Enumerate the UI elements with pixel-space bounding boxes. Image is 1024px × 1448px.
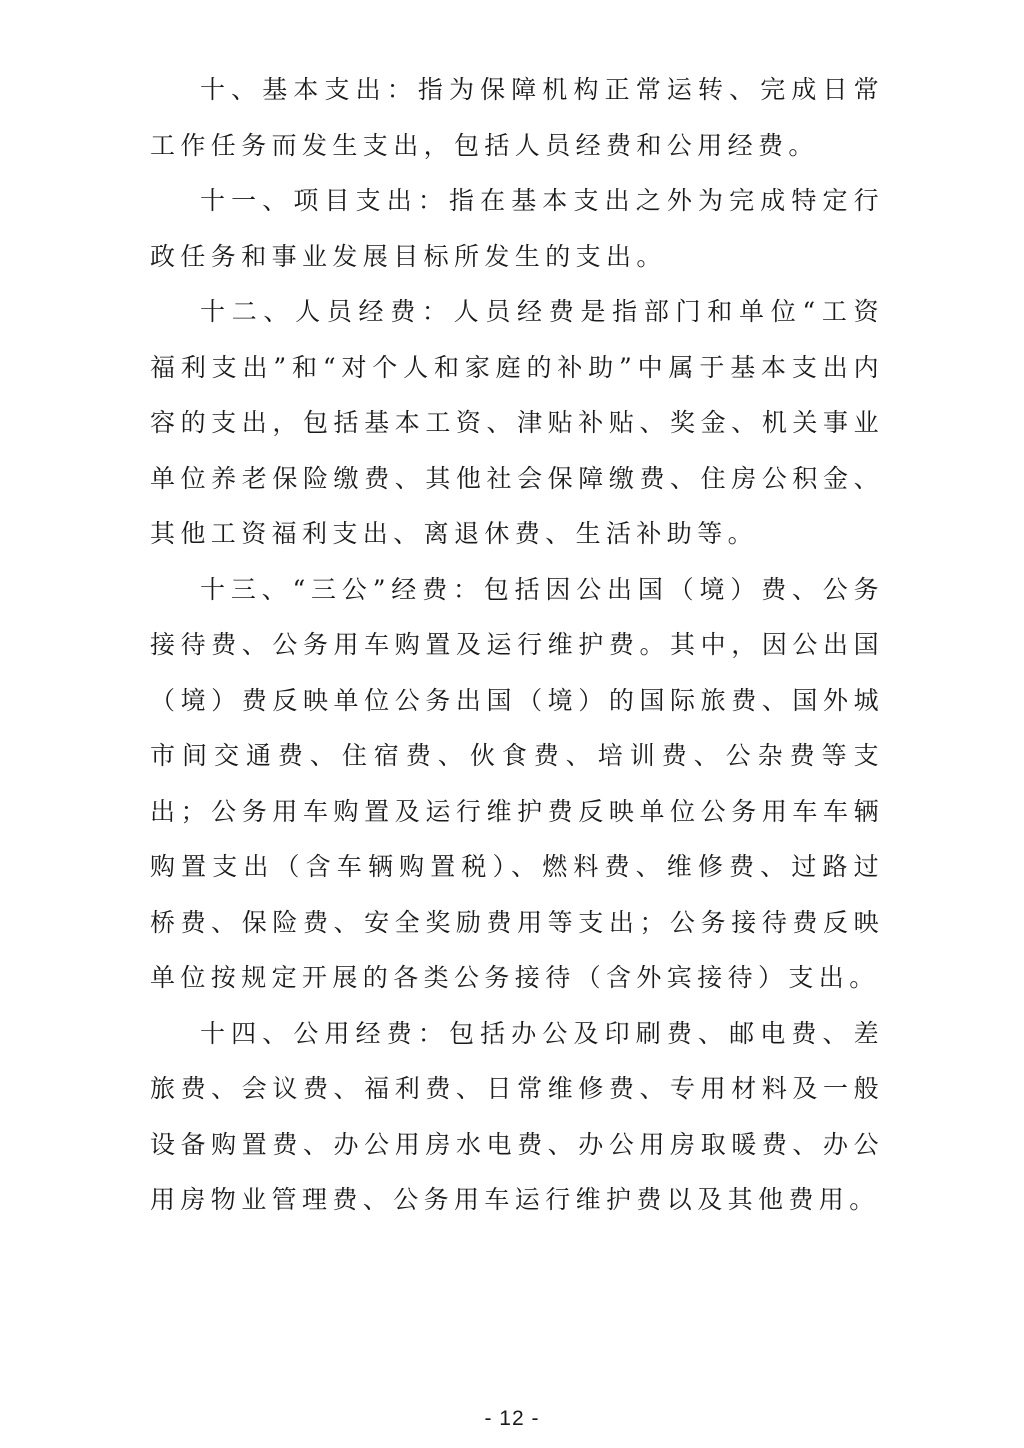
paragraph-basic-expenditure: 十、基本支出：指为保障机构正常运转、完成日常工作任务而发生支出，包括人员经费和公用经费。 [150, 75, 884, 160]
document-body [150, 62, 884, 1228]
paragraph-public-expenses: 十四、公用经费：包括办公及印刷费、邮电费、差旅费、会议费、福利费、日常维修费、专用材料及一般设备购置费、办公用房水电费、办公用房取暖费、办公用房物业管理费、公务用车运行维护费以及其他费用。 [150, 1018, 884, 1214]
paragraph-three-public-expenses: 十三、“三公”经费：包括因公出国（境）费、公务接待费、公务用车购置及运行维护费。其中，因公出国（境）费反映单位公务出国（境）的国际旅费、国外城市间交通费、住宿费、伙食费、培训费、公杂费等支出；公务用车购置及运行维护费反映单位公务用车车辆购置支出（含车辆购置税）、燃料费、维修费、过路过桥费、保险费、安全奖励费用等支出；公务接待费反映单位按规定开展的各类公务接待（含外宾接待）支出。 [150, 574, 884, 992]
paragraph-project-expenditure: 十一、项目支出：指在基本支出之外为完成特定行政任务和事业发展目标所发生的支出。 [150, 186, 884, 271]
paragraph-personnel-expenses: 十二、人员经费：人员经费是指部门和单位“工资福利支出”和“对个人和家庭的补助”中属于基本支出内容的支出，包括基本工资、津贴补贴、奖金、机关事业单位养老保险缴费、其他社会保障缴费、住房公积金、其他工资福利支出、离退休费、生活补助等。 [150, 297, 884, 548]
page-number: - 12 - [484, 1407, 540, 1430]
